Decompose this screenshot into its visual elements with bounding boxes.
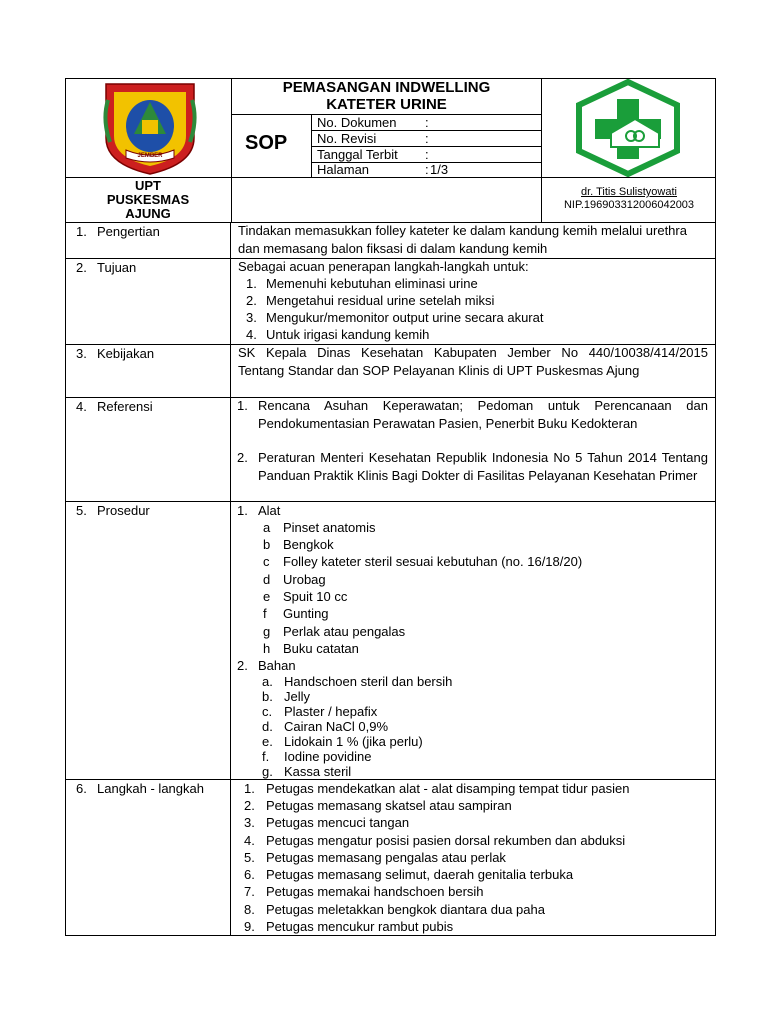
tujuan-num-2: 2. — [246, 293, 257, 308]
section-4-label: Referensi — [97, 399, 153, 414]
section-2-num: 2. — [76, 260, 87, 275]
alat-item-a: Pinset anatomis — [283, 520, 376, 535]
doc-title-line1: PEMASANGAN INDWELLING — [282, 79, 491, 96]
bahan-key-g: g. — [262, 764, 273, 779]
jember-crest-icon — [100, 80, 200, 176]
org-name — [66, 179, 230, 221]
alat-item-c: Folley kateter steril sesuai kebutuhan (no. 16/18/20) — [283, 554, 583, 569]
bahan-item-c: Plaster / hepafix — [284, 704, 378, 719]
langkah-item-1: Petugas mendekatkan alat - alat disamping tempat tidur pasien — [266, 781, 630, 796]
tujuan-num-3: 3. — [246, 310, 257, 325]
langkah-num-9: 9. — [244, 919, 255, 934]
section-6-label: Langkah - langkah — [97, 781, 204, 796]
bahan-key-c: c. — [262, 704, 273, 719]
alat-key-a: a — [263, 520, 271, 535]
langkah-item-8: Petugas meletakkan bengkok diantara dua paha — [266, 902, 545, 917]
alat-key-d: d — [263, 572, 271, 587]
meta-sep-halaman: : — [425, 162, 429, 177]
blank-cell — [231, 177, 542, 223]
referensi-item-1: Rencana Asuhan Keperawatan; Pedoman untuk Perencanaan dan Pendokumentasian Perawatan Pasien, Penerbit Buku Kedokteran — [258, 398, 708, 431]
langkah-num-4: 4. — [244, 833, 255, 848]
referensi-num-2: 2. — [237, 450, 248, 465]
tujuan-item-4: Untuk irigasi kandung kemih — [266, 327, 430, 342]
meta-label-tanggal: Tanggal Terbit — [317, 147, 398, 162]
referensi-num-1: 1. — [237, 398, 248, 413]
row5-label-cell — [65, 501, 231, 780]
langkah-item-4: Petugas mengatur posisi pasien dorsal rekumben dan abduksi — [266, 833, 626, 848]
crest-text: JEMBER — [137, 153, 163, 159]
bahan-item-a: Handschoen steril dan bersih — [284, 674, 453, 689]
doc-title-line2: KATETER URINE — [326, 96, 447, 113]
meta-sep-revisi: : — [425, 131, 429, 146]
bahan-key-e: e. — [262, 734, 273, 749]
tujuan-item-1: Memenuhi kebutuhan eliminasi urine — [266, 276, 478, 291]
langkah-num-3: 3. — [244, 815, 255, 830]
org-line2: PUSKESMAS — [106, 192, 190, 207]
alat-item-e: Spuit 10 cc — [283, 589, 348, 604]
prosedur-num-alat: 1. — [237, 503, 248, 518]
alat-key-g: g — [263, 624, 271, 639]
section-6-num: 6. — [76, 781, 87, 796]
section-5-label: Prosedur — [97, 503, 150, 518]
meta-label-dokumen: No. Dokumen — [317, 115, 397, 130]
alat-key-f: f — [263, 606, 267, 621]
langkah-item-5: Petugas memasang pengalas atau perlak — [266, 850, 506, 865]
tujuan-num-4: 4. — [246, 327, 257, 342]
section-3-label: Kebijakan — [97, 346, 155, 361]
doc-title — [233, 79, 540, 113]
row2-label-cell — [65, 258, 231, 345]
alat-item-d: Urobag — [283, 572, 326, 587]
meta-label-revisi: No. Revisi — [317, 131, 377, 146]
langkah-item-6: Petugas memasang selimut, daerah genitalia terbuka — [266, 867, 574, 882]
bahan-item-f: Iodine povidine — [284, 749, 372, 764]
kebijakan-text: SK Kepala Dinas Kesehatan Kabupaten Jember No 440/10038/414/2015 Tentang Standar dan SOP Pelayanan Klinis di UPT Puskesmas Ajung — [238, 345, 708, 378]
langkah-num-1: 1. — [244, 781, 255, 796]
alat-item-h: Buku catatan — [283, 641, 359, 656]
bahan-item-b: Jelly — [284, 689, 311, 704]
referensi-item-2: Peraturan Menteri Kesehatan Republik Indonesia No 5 Tahun 2014 Tentang Panduan Praktik Klinis Bagi Dokter di Fasilitas Pelayanan Kesehatan Primer — [258, 450, 708, 483]
langkah-item-7: Petugas memakai handschoen bersih — [266, 884, 484, 899]
meta-value-halaman: 1/3 — [430, 162, 449, 177]
langkah-num-5: 5. — [244, 850, 255, 865]
tujuan-item-3: Mengukur/memonitor output urine secara akurat — [266, 310, 544, 325]
section-1-num: 1. — [76, 224, 87, 239]
langkah-num-6: 6. — [244, 867, 255, 882]
langkah-num-7: 7. — [244, 884, 255, 899]
pengertian-text: Tindakan memasukkan folley kateter ke dalam kandung kemih melalui urethra dan memasang balon fiksasi di dalam kandung kemih — [238, 223, 687, 256]
meta-sep-dokumen: : — [425, 115, 429, 130]
bahan-item-e: Lidokain 1 % (jika perlu) — [284, 734, 423, 749]
alat-item-g: Perlak atau pengalas — [283, 624, 406, 639]
bahan-item-d: Cairan NaCl 0,9% — [284, 719, 389, 734]
signer-name: dr. Titis Sulistyowati — [581, 186, 677, 198]
section-3-num: 3. — [76, 346, 87, 361]
bahan-key-b: b. — [262, 689, 273, 704]
org-line1: UPT — [135, 178, 161, 193]
alat-key-b: b — [263, 537, 271, 552]
puskesmas-logo-icon — [573, 79, 683, 177]
alat-key-h: h — [263, 641, 271, 656]
langkah-num-8: 8. — [244, 902, 255, 917]
langkah-item-3: Petugas mencuci tangan — [266, 815, 410, 830]
tujuan-item-2: Mengetahui residual urine setelah miksi — [266, 293, 495, 308]
langkah-num-2: 2. — [244, 798, 255, 813]
section-1-label: Pengertian — [97, 224, 160, 239]
langkah-item-9: Petugas mencukur rambut pubis — [266, 919, 454, 934]
signer-nip: NIP.196903312006042003 — [563, 199, 695, 211]
section-5-num: 5. — [76, 503, 87, 518]
section-2-label: Tujuan — [97, 260, 137, 275]
alat-key-e: e — [263, 589, 271, 604]
alat-item-f: Gunting — [283, 606, 329, 621]
tujuan-intro: Sebagai acuan penerapan langkah-langkah untuk: — [238, 259, 529, 274]
org-line3: AJUNG — [125, 206, 171, 221]
bahan-item-g: Kassa steril — [284, 764, 352, 779]
bahan-key-a: a. — [262, 674, 273, 689]
bahan-label: Bahan — [258, 658, 296, 673]
bahan-key-d: d. — [262, 719, 273, 734]
prosedur-num-bahan: 2. — [237, 658, 248, 673]
meta-label-halaman: Halaman — [317, 162, 370, 177]
section-4-num: 4. — [76, 399, 87, 414]
meta-sep-tanggal: : — [425, 147, 429, 162]
sop-label: SOP — [245, 132, 288, 154]
bahan-key-f: f. — [262, 749, 270, 764]
alat-key-c: c — [263, 554, 270, 569]
alat-item-b: Bengkok — [283, 537, 334, 552]
alat-label: Alat — [258, 503, 281, 518]
row6-label-cell — [65, 779, 231, 936]
tujuan-num-1: 1. — [246, 276, 257, 291]
langkah-item-2: Petugas memasang skatsel atau sampiran — [266, 798, 512, 813]
